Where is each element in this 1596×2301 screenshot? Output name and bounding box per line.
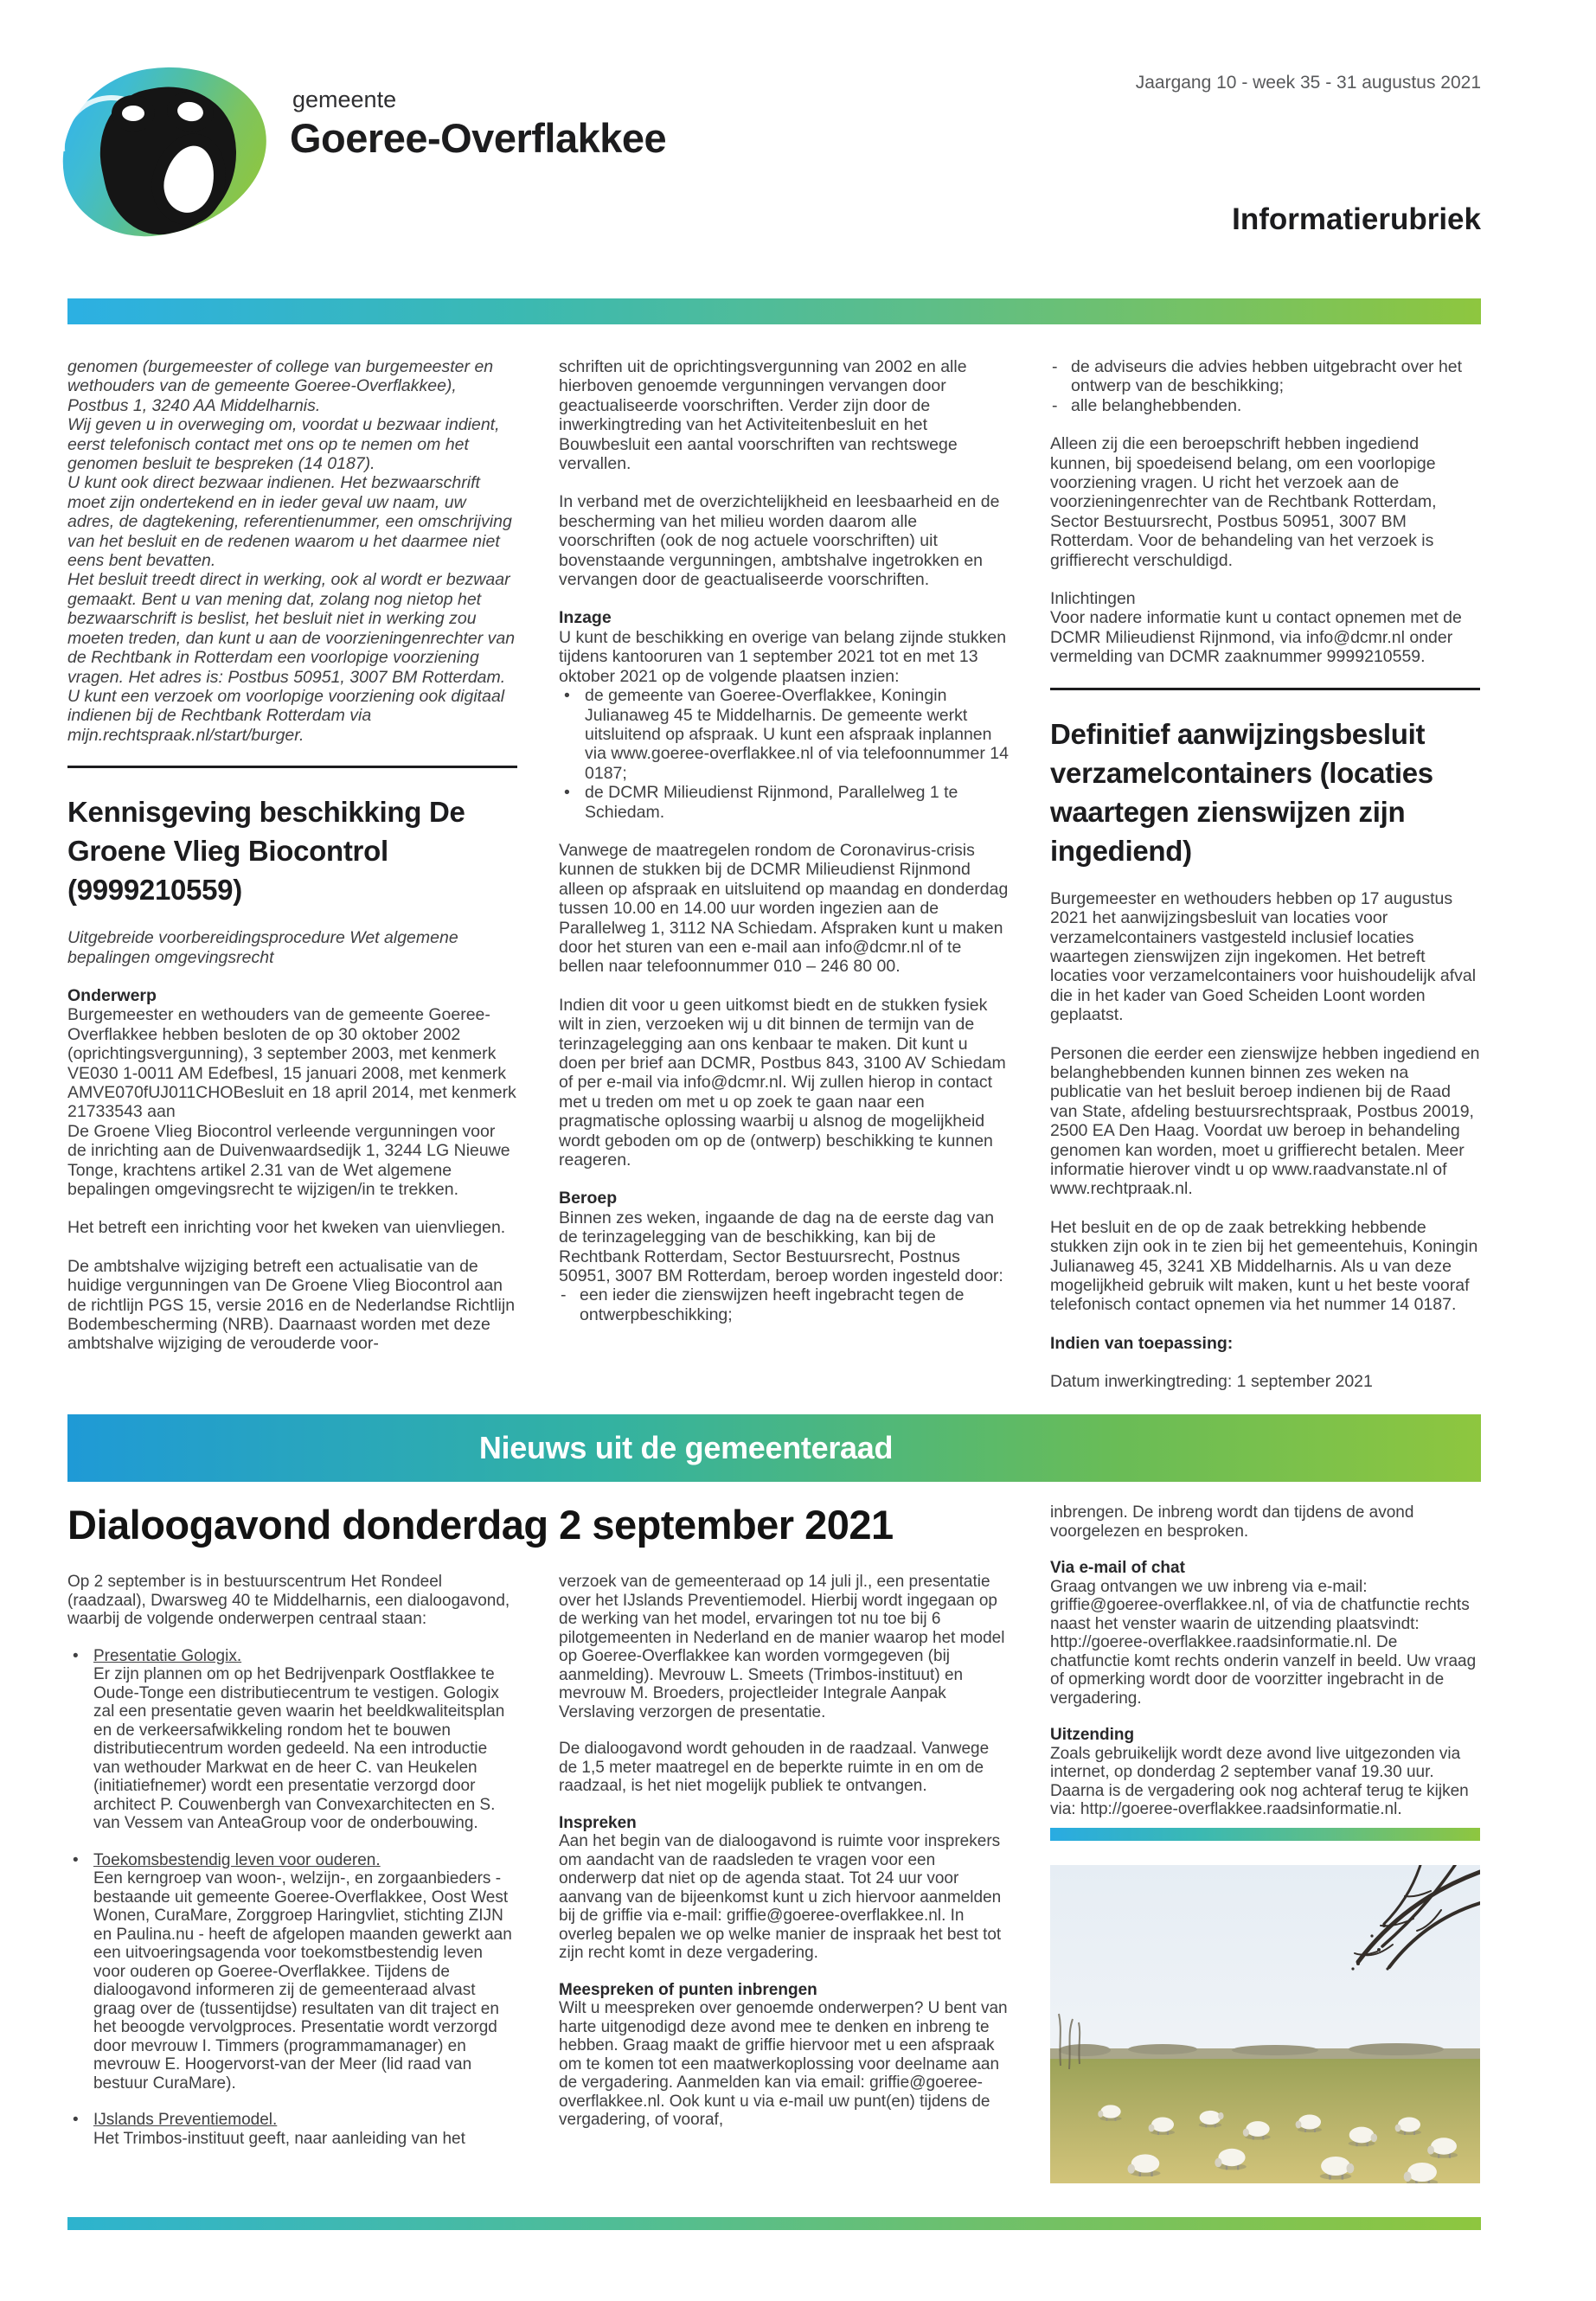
council-news-banner — [67, 1414, 1481, 1482]
info-column-2 — [559, 357, 1009, 1413]
paragraph: Het betreft een inrichting voor het kweken van uienvliegen. — [67, 1218, 506, 1238]
paragraph: genomen (burgemeester of college van burgemeester en wethouders van de gemeente Goeree-Overflakkee), Postbus 1, 3240 AA Middelharnis. — [67, 357, 494, 415]
divider-rule — [67, 766, 517, 768]
paragraph: Graag ontvangen we uw inbreng via e-mail: griffie@goeree-overflakkee.nl, of via de chatfunctie rechts naast het venster waarin de uitzending plaatsvindt: http://goeree-overflakkee.raadsinformatie.nl. De chatfunctie komt rechts onderin vanzelf in beeld. Uw vraag of opmerking wordt door de voorzitter ingebracht in de vergadering. — [1050, 1577, 1477, 1708]
article-subtitle: Uitgebreide voorbereidingsprocedure Wet algemene bepalingen omgevingsrecht — [67, 928, 458, 967]
subheading-via-email-of-chat: Via e-mail of chat — [1050, 1559, 1185, 1577]
agenda-item — [67, 1851, 517, 2093]
agenda-item-body: Er zijn plannen om op het Bedrijvenpark Oostflakkee te Oude-Tonge een distributiecentrum te vestigen. Gologix zal een presentatie geven waarin het beeldkwaliteitsplan en de verkeersafwikkeling rondom het te bouwen distributiecentrum worden gedeeld. Na een introductie van wethouder Markwat en de heer C. van Heukelen (initiatiefnemer) wordt een presentatie verzorgd door architect P. Couwenbergh van Convexarchitecten en S. van Vessem van AnteaGroup voor de onderbouwing. — [93, 1665, 505, 1832]
article-title-kennisgeving: Kennisgeving beschikking De Groene Vlieg Biocontrol (9999210559) — [67, 796, 465, 907]
gradient-bar-column3 — [1050, 1828, 1480, 1841]
subheading-inzage: Inzage — [559, 608, 612, 628]
paragraph: Het besluit en de op de zaak betrekking hebbende stukken zijn ook in te zien bij het gemeentehuis, Koningin Julianaweg 45, 3241 XB Middelharnis. Als u van deze mogelijkheid gebruik wilt maken, kunt u het beste vooraf telefonisch contact opnemen via het nummer 14 0187. — [1050, 1217, 1478, 1315]
list-item: • de gemeente van Goeree-Overflakkee, Koningin Julianaweg 45 te Middelharnis. De gemeente werkt uitsluitend op afspraak. U kunt een afspraak inplannen via www.goeree-overflakkee.nl of via telefoonnummer 14 0187; — [559, 686, 1009, 783]
paragraph: Het besluit treedt direct in werking, ook al wordt er bezwaar gemaakt. Bent u van mening dat, zolang nog nietop het bezwaarschrift is beslist, het besluit niet in werking zou moeten treden, dan kunt u aan de voorzieningenrechter van de Rechtbank in Rotterdam een voorlopige voorziening vragen. Het adres is: Postbus 50951, 3007 BM Rotterdam. U kunt een verzoek om voorlopige voorziening ook digitaal indienen bij de Rechtbank Rotterdam via mijn.rechtspraak.nl/start/burger. — [67, 570, 516, 745]
news-heading-cell — [67, 1503, 1009, 1573]
subheading-meespreken: Meespreken of punten inbrengen — [559, 1980, 817, 1999]
paragraph: U kunt de beschikking en overige van belang zijnde stukken tijdens kantooruren van 1 september 2021 tot en met 13 oktober 2021 op de volgende plaatsen inzien: — [559, 627, 1007, 686]
municipality-logo-icon — [48, 57, 279, 246]
paragraph: De dialoogavond wordt gehouden in de raadzaal. Vanwege de 1,5 meter maatregel en de beperkte ruimte in en om de raadzaal, is het niet mogelijk publiek te ontvangen. — [559, 1740, 990, 1795]
paragraph: U kunt ook direct bezwaar indienen. Het bezwaarschrift moet zijn ondertekend en in ieder geval uw naam, uw adres, de dagtekening, referentienummer, een omschrijving van het besluit en de redenen waarom u het daarmee niet eens bent bevatten. — [67, 473, 512, 571]
paragraph: Burgemeester en wethouders van de gemeente Goeree-Overflakkee hebben besloten de op 30 oktober 2002 (oprichtingsvergunning), 3 september 2003, met kenmerk VE030 1-0011 AM Edefbesl, 15 januari 2008, met kenmerk AMVE070fUJ011CHOBesluit en 18 april 2014, met kenmerk 21733543 aan — [67, 1005, 516, 1122]
list-item: - de adviseurs die advies hebben uitgebracht over het ontwerp van de beschikking; — [1050, 357, 1480, 396]
paragraph: Personen die eerder een zienswijze hebben ingediend en belanghebbenden kunnen binnen zes weken na publicatie van het besluit beroep indienen bij de Raad van State, afdeling bestuursrechtspraak, Postbus 20019, 2500 EA Den Haag. Voordat uw beroep in behandeling genomen kan worden, moet u griffierecht betalen. Meer informatie hierover vindt u op www.raadvanstate.nl of www.rechtpraak.nl. — [1050, 1043, 1480, 1199]
banner-title: Nieuws uit de gemeenteraad — [478, 1430, 894, 1465]
objection-notice-text — [67, 357, 517, 745]
list-item: • de DCMR Milieudienst Rijnmond, Parallelweg 1 te Schiedam. — [559, 783, 1009, 822]
news-column-2 — [559, 1573, 1009, 2214]
info-columns — [67, 324, 1481, 1413]
subheading-inspreken: Inspreken — [559, 1813, 637, 1832]
paragraph: Wij geven u in overweging om, voordat u bezwaar indient, eerst telefonisch contact met ons op te nemen om het genomen besluit te bespreken (14 0187). — [67, 415, 500, 474]
agenda-item-body: Het Trimbos-instituut geeft, naar aanleiding van het — [93, 2129, 465, 2148]
paragraph: Aan het begin van de dialoogavond is ruimte voor insprekers om aandacht van de raadsleden te vragen voor een onderwerp dat niet op de agenda staat. Tot 24 uur voor aanvang van de bijeenkomst kunt u zich hiervoor aanmelden bij de griffie via e-mail: griffie@goeree-overflakkee.nl. In overleg bepalen we op welke manier de inspraak het best tot zijn recht komt in deze vergadering. — [559, 1832, 1002, 1962]
brand-small-label: gemeente — [292, 87, 397, 112]
sheep-meadow-photo — [1050, 1865, 1480, 2183]
paragraph: Voor nadere informatie kunt u contact opnemen met de DCMR Milieudienst Rijnmond, via info@dcmr.nl onder vermelding van DCMR zaaknummer 9999210559. — [1050, 608, 1462, 667]
agenda-item-title: • IJslands Preventiemodel. — [93, 2111, 278, 2129]
agenda-item — [67, 2111, 517, 2148]
paragraph: De ambtshalve wijziging betreft een actualisatie van de huidige vergunningen van De Groene Vlieg Biocontrol aan de richtlijn PGS 15, versie 2016 en de Nederlandse Richtlijn Bodembescherming (NRB). Daarnaast worden met deze ambtshalve wijziging de verouderde voor- — [67, 1256, 516, 1354]
news-column-1 — [67, 1573, 517, 2214]
agenda-item-title: • Presentatie Gologix. — [93, 1646, 242, 1665]
paragraph: verzoek van de gemeenteraad op 14 juli jl., een presentatie over het IJslands Preventiemodel. Hierbij wordt ingegaan op de werking van het model, ervaringen tot nu toe bij 6 pilotgemeenten in Nederland en de manier waarop het model op Goeree-Overflakkee kan worden vormgegeven (bij aanmelding). Mevrouw L. Smeets (Trimbos-instituut) en mevrouw M. Broeders, projectleider Integrale Aanpak Verslaving verzorgen de presentatie. — [559, 1573, 1005, 1721]
page-title: Informatierubriek — [1232, 202, 1481, 236]
paragraph: Burgemeester en wethouders hebben op 17 augustus 2021 het aanwijzingsbesluit van locaties voor verzamelcontainers vastgesteld inclusief locaties waartegen zienswijzen zijn ingekomen. Het betreft locaties voor verzamelcontainers voor huishoudelijk afval die in het kader van Goed Scheiden Loont worden geplaatst. — [1050, 888, 1477, 1025]
issue-date-line: Jaargang 10 - week 35 - 31 augustus 2021 — [1135, 73, 1481, 93]
gradient-bar-top — [67, 298, 1481, 324]
paragraph: Binnen zes weken, ingaande de dag na de eerste dag van de terinzagelegging van de beschikking, kan bij de Rechtbank Rotterdam, Sector Bestuursrecht, Postnus 50951, 3007 BM Rotterdam, beroep worden ingesteld door: — [559, 1208, 1003, 1286]
paragraph: De Groene Vlieg Biocontrol verleende vergunningen voor de inrichting aan de Duivenwaardsedijk 1, 3244 LG Nieuwe Tonge, krachtens artikel 2.31 van de Wet algemene bepalingen omgevingsrecht te wijzigen/in te trekken. — [67, 1121, 510, 1199]
info-column-3 — [1050, 357, 1480, 1413]
list-item: - alle belanghebbenden. — [1050, 396, 1480, 415]
paragraph: schriften uit de oprichtingsvergunning van 2002 en alle hierboven genoemde vergunningen vervangen door geactualiseerde voorschriften. Verder zijn door de inwerkingtreding van het Activiteitenbesluit en het Bouwbesluit een aantal voorschriften van rechtswege vervallen. — [559, 357, 967, 474]
agenda-item-title: • Toekomsbestendig leven voor ouderen. — [93, 1850, 381, 1869]
subheading-beroep: Beroep — [559, 1189, 618, 1208]
agenda-item — [67, 1647, 517, 1833]
paragraph: Vanwege de maatregelen rondom de Coronavirus-crisis kunnen de stukken bij de DCMR Milieudienst Rijnmond alleen op afspraak en uitsluitend op maandag en donderdag tussen 10.00 en 14.00 uur worden ingezien aan de Parallelweg 1, 3112 NA Schiedam. Afspraken kunt u maken door het sturen van een e-mail aan info@dcmr.nl of te bellen naar telefoonnummer 010 – 246 80 00. — [559, 840, 1009, 977]
paragraph: Op 2 september is in bestuurscentrum Het Rondeel (raadzaal), Dwarsweg 40 te Middelharnis, een dialoogavond, waarbij de volgende onderwerpen centraal staan: — [67, 1573, 510, 1628]
news-section — [67, 1503, 1481, 2214]
subheading-inlichtingen: Inlichtingen — [1050, 589, 1136, 609]
list-item: - een ieder die zienswijzen heeft ingebracht tegen de ontwerpbeschikking; — [559, 1285, 1009, 1324]
article-title-aanwijzingsbesluit: Definitief aanwijzingsbesluit verzamelcontainers (locaties waartegen zienswijzen zijn ingediend) — [1050, 717, 1433, 867]
agenda-item-body: Een kerngroep van woon-, welzijn-, en zorgaanbieders - bestaande uit gemeente Goeree-Overflakkee, Oost West Wonen, CuraMare, Zorggroep Haringvliet, stichting ZIJN en Paulina.nu - heeft de afgelopen maanden gewerkt aan een uitvoeringsagenda voor toekomstbestendig leven voor ouderen op Goeree-Overflakkee. Tijdens de dialoogavond informeren zij de gemeenteraad alvast graag over de (tussentijdse) resultaten van dit traject en het beoogde vervolgproces. Presentatie wordt verzorgd door mevrouw I. Timmers (programmamanager) en mevrouw E. Hoogervorst-van der Meer (lid raad van bestuur CuraMare). — [93, 1869, 512, 2093]
effective-date-line: Datum inwerkingtreding: 1 september 2021 — [1050, 1372, 1373, 1392]
paragraph: Zoals gebruikelijk wordt deze avond live uitgezonden via internet, op donderdag 2 september vanaf 19.30 uur. Daarna is de vergadering ook nog achteraf terug te kijken via: http://goeree-overflakkee.raadsinformatie.nl. — [1050, 1744, 1469, 1818]
brand-large-label: Goeree-Overflakkee — [290, 115, 667, 161]
paragraph: In verband met de overzichtelijkheid en leesbaarheid en de bescherming van het milieu worden daarom alle voorschriften (ook de nog actuele voorschriften) uit bovenstaande vergunningen, ambtshalve ingetrokken en vervangen door de geactualiseerde voorschriften. — [559, 492, 1000, 590]
divider-rule — [1050, 688, 1480, 690]
subheading-uitzending: Uitzending — [1050, 1726, 1135, 1744]
logo-ring-small — [112, 95, 155, 131]
paragraph: inbrengen. De inbreng wordt dan tijdens de avond voorgelezen en besproken. — [1050, 1503, 1414, 1541]
info-column-1 — [67, 357, 517, 1413]
gradient-bar-bottom — [67, 2217, 1481, 2230]
paragraph: Indien dit voor u geen uitkomst biedt en de stukken fysiek wilt in zien, verzoeken wij u dit binnen de termijn van de terinzagelegging aan ons kenbaar te maken. Dit kunt u doen per brief aan DCMR, Postbus 843, 3100 AV Schiedam of per e-mail via info@dcmr.nl. Wij zullen hierop in contact met u treden om met u op zoek te gaan naar een pragmatische oplossing waarbij u alsnog de mogelijkheid wordt geboden om op de (ontwerp) beschikking te kunnen reageren. — [559, 995, 1006, 1170]
news-column-3 — [1050, 1503, 1480, 2214]
paragraph: Wilt u meespreken over genoemde onderwerpen? U bent van harte uitgenodigd deze avond mee te denken en inbreng te hebben. Graag maakt de griffie hiervoor met u een afspraak om te komen tot een maatwerkoplossing voor deelname aan de vergadering. Aanmelden kan via email: griffie@goeree-overflakkee.nl. Ook kunt u via e-mail uw punt(en) tijdens de vergadering, of vooraf, — [559, 1999, 1008, 2129]
subheading-onderwerp: Onderwerp — [67, 985, 157, 1005]
news-article-title: Dialoogavond donderdag 2 september 2021 — [67, 1503, 894, 1548]
subheading-indien-van-toepassing: Indien van toepassing: — [1050, 1333, 1234, 1353]
paragraph: Alleen zij die een beroepschrift hebben ingediend kunnen, bij spoedeisend belang, om een voorlopige voorziening vragen. U richt het verzoek aan de voorzieningenrechter van de Rechtbank Rotterdam, Sector Bestuursrecht, Postbus 50951, 3007 BM Rotterdam. Voor de behandeling van het verzoek is griffierecht verschuldigd. — [1050, 434, 1437, 570]
